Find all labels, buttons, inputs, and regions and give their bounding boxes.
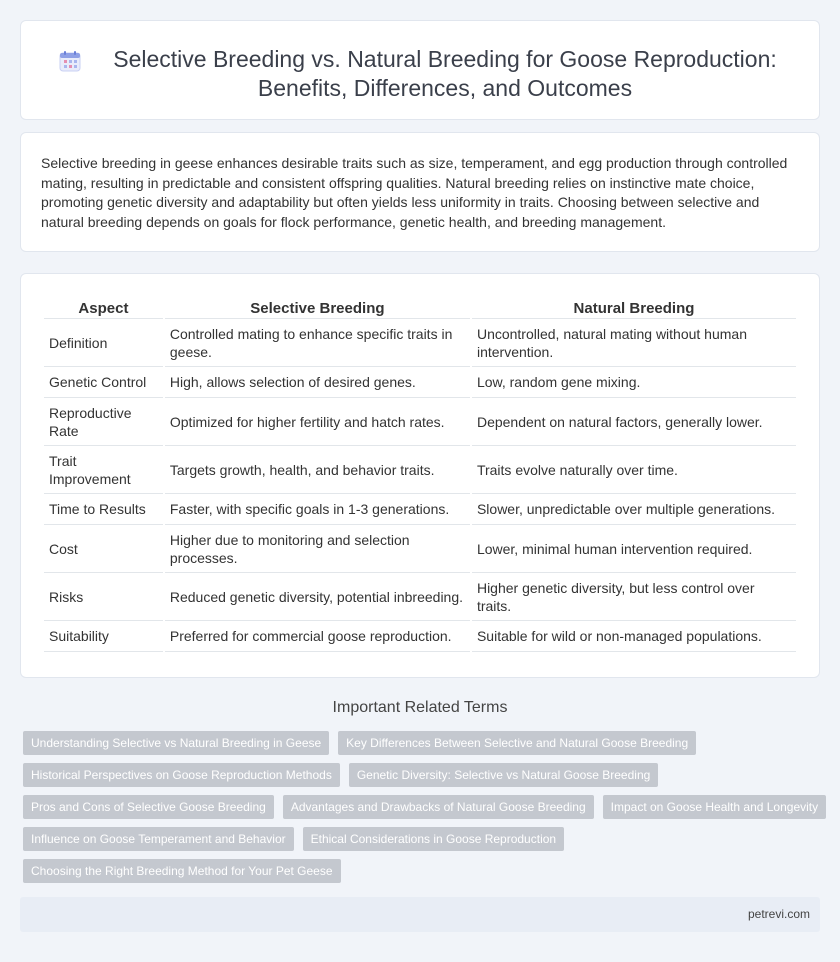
- cell-natural: Uncontrolled, natural mating without human intervention.: [472, 319, 796, 367]
- tag-row: [23, 859, 823, 883]
- cell-selective: Targets growth, health, and behavior traits.: [165, 446, 470, 494]
- cell-natural: Higher genetic diversity, but less control over traits.: [472, 573, 796, 621]
- related-term-tag[interactable]: Influence on Goose Temperament and Behavior: [23, 827, 294, 851]
- cell-aspect: Suitability: [44, 621, 163, 652]
- related-term-tag[interactable]: Pros and Cons of Selective Goose Breeding: [23, 795, 274, 819]
- footer-site-link[interactable]: petrevi.com: [747, 907, 810, 921]
- related-term-tag[interactable]: Choosing the Right Breeding Method for Your Pet Geese: [23, 859, 341, 883]
- cell-selective: Preferred for commercial goose reproduction.: [165, 621, 470, 652]
- table-row: [44, 494, 796, 525]
- comparison-table: [42, 295, 798, 652]
- tag-row: [23, 827, 823, 851]
- footer: [20, 897, 820, 932]
- cell-selective: Optimized for higher fertility and hatch rates.: [165, 398, 470, 446]
- cell-natural: Suitable for wild or non-managed populations.: [472, 621, 796, 652]
- cell-aspect: Genetic Control: [44, 367, 163, 398]
- cell-natural: Traits evolve naturally over time.: [472, 446, 796, 494]
- related-term-tag[interactable]: Genetic Diversity: Selective vs Natural Goose Breeding: [349, 763, 658, 787]
- table-row: [44, 367, 796, 398]
- related-term-tag[interactable]: Ethical Considerations in Goose Reproduction: [303, 827, 564, 851]
- cell-aspect: Time to Results: [44, 494, 163, 525]
- table-row: [44, 446, 796, 494]
- summary-paragraph: Selective breeding in geese enhances desirable traits such as size, temperament, and egg production through controlled mating, resulting in predictable and consistent offspring qualities. Natural breeding relies on instinctive mate choice, promoting genetic diversity and adaptability but often yields less uniformity in traits. Choosing between selective and natural breeding depends on goals for flock performance, genetic health, and breeding management.: [41, 155, 788, 230]
- cell-selective: Higher due to monitoring and selection processes.: [165, 525, 470, 573]
- related-terms-heading: Important Related Terms: [332, 699, 508, 716]
- tag-row: [23, 795, 823, 819]
- comparison-table-card: [20, 273, 820, 678]
- cell-natural: Slower, unpredictable over multiple generations.: [472, 494, 796, 525]
- cell-selective: Reduced genetic diversity, potential inbreeding.: [165, 573, 470, 621]
- table-row: [44, 319, 796, 367]
- cell-selective: Faster, with specific goals in 1-3 generations.: [165, 494, 470, 525]
- header-selective: Selective Breeding: [165, 295, 470, 319]
- cell-aspect: Definition: [44, 319, 163, 367]
- related-term-tag[interactable]: Understanding Selective vs Natural Breeding in Geese: [23, 731, 329, 755]
- related-term-tag[interactable]: Key Differences Between Selective and Natural Goose Breeding: [338, 731, 696, 755]
- cell-natural: Low, random gene mixing.: [472, 367, 796, 398]
- tag-row: [23, 763, 823, 787]
- cell-aspect: Cost: [44, 525, 163, 573]
- table-row: [44, 525, 796, 573]
- table-header-row: [44, 295, 796, 319]
- tag-row: [23, 731, 823, 755]
- cell-natural: Lower, minimal human intervention required.: [472, 525, 796, 573]
- related-terms-list: [23, 731, 823, 891]
- header-natural: Natural Breeding: [472, 295, 796, 319]
- header-aspect: Aspect: [44, 295, 163, 319]
- cell-aspect: Trait Improvement: [44, 446, 163, 494]
- table-row: [44, 573, 796, 621]
- table-row: [44, 621, 796, 652]
- related-term-tag[interactable]: Advantages and Drawbacks of Natural Goose Breeding: [283, 795, 594, 819]
- title-card: [20, 20, 820, 120]
- cell-aspect: Risks: [44, 573, 163, 621]
- cell-natural: Dependent on natural factors, generally lower.: [472, 398, 796, 446]
- related-term-tag[interactable]: Historical Perspectives on Goose Reproduction Methods: [23, 763, 340, 787]
- summary-card: [20, 132, 820, 252]
- table-row: [44, 398, 796, 446]
- cell-selective: High, allows selection of desired genes.: [165, 367, 470, 398]
- calendar-icon: [59, 50, 81, 72]
- cell-aspect: Reproductive Rate: [44, 398, 163, 446]
- cell-selective: Controlled mating to enhance specific traits in geese.: [165, 319, 470, 367]
- page-title: Selective Breeding vs. Natural Breeding for Goose Reproduction: Benefits, Differences, and Outcomes: [113, 46, 777, 101]
- related-term-tag[interactable]: Impact on Goose Health and Longevity: [603, 795, 826, 819]
